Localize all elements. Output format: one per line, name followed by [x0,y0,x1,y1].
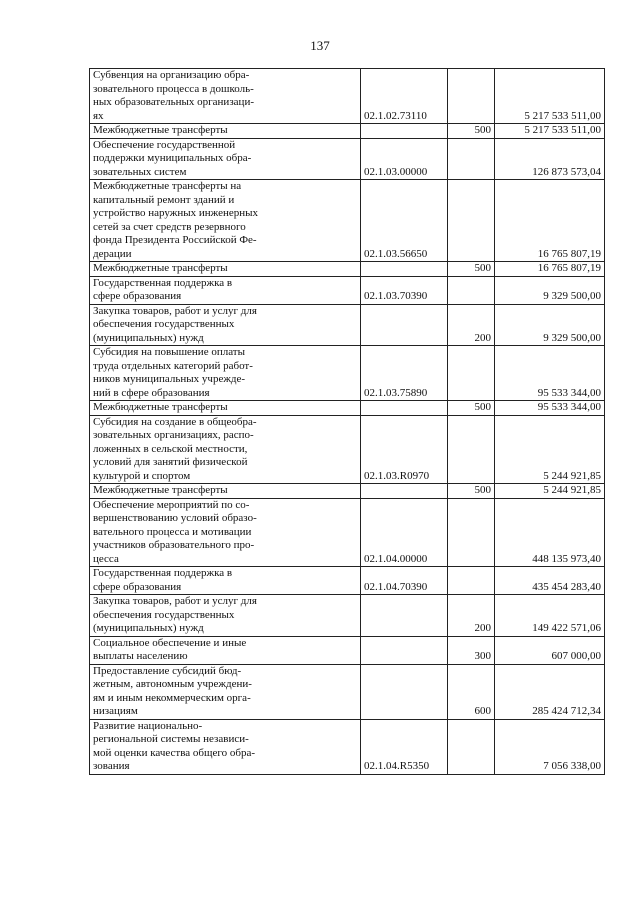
expense-type-cell: 500 [448,401,495,416]
expense-type-cell [448,138,495,180]
expense-type-cell: 500 [448,124,495,139]
item-name-cell: Социальное обеспечение и иные выплаты населению [90,636,361,664]
amount-cell: 95 533 344,00 [495,401,605,416]
target-code-cell: 02.1.03.00000 [361,138,448,180]
amount-cell: 126 873 573,04 [495,138,605,180]
target-code-cell: 02.1.04.R5350 [361,719,448,774]
item-name-cell: Развитие национально- региональной системы независи- мой оценки качества общего обра- зования [90,719,361,774]
target-code-cell: 02.1.04.00000 [361,498,448,567]
amount-cell: 9 329 500,00 [495,304,605,346]
amount-cell: 95 533 344,00 [495,346,605,401]
table-row [90,138,605,180]
table-row [90,346,605,401]
target-code-cell [361,262,448,277]
target-code-cell: 02.1.03.56650 [361,180,448,262]
amount-cell: 149 422 571,06 [495,595,605,637]
expense-type-cell: 200 [448,304,495,346]
expense-type-cell [448,415,495,484]
table-row [90,262,605,277]
amount-cell: 607 000,00 [495,636,605,664]
amount-cell: 448 135 973,40 [495,498,605,567]
expense-type-cell [448,276,495,304]
table-row [90,636,605,664]
amount-cell: 5 217 533 511,00 [495,124,605,139]
table-row [90,304,605,346]
budget-table [89,68,605,775]
table-row [90,498,605,567]
item-name-cell: Межбюджетные трансферты [90,484,361,499]
expense-type-cell: 500 [448,484,495,499]
table-row [90,664,605,719]
target-code-cell: 02.1.03.R0970 [361,415,448,484]
amount-cell: 16 765 807,19 [495,180,605,262]
budget-table-body [90,69,605,775]
page-number: 137 [310,38,330,53]
amount-cell: 16 765 807,19 [495,262,605,277]
target-code-cell: 02.1.02.73110 [361,69,448,124]
target-code-cell [361,484,448,499]
item-name-cell: Закупка товаров, работ и услуг для обеспечения государственных (муниципальных) нужд [90,304,361,346]
target-code-cell [361,124,448,139]
table-row [90,401,605,416]
item-name-cell: Межбюджетные трансферты [90,401,361,416]
table-row [90,415,605,484]
target-code-cell: 02.1.03.70390 [361,276,448,304]
table-row [90,124,605,139]
table-row [90,180,605,262]
expense-type-cell [448,498,495,567]
item-name-cell: Закупка товаров, работ и услуг для обеспечения государственных (муниципальных) нужд [90,595,361,637]
item-name-cell: Субсидия на создание в общеобра- зовательных организациях, распо- ложенных в сельской местности, условий для занятий физической культурой и спортом [90,415,361,484]
target-code-cell [361,636,448,664]
table-row [90,567,605,595]
amount-cell: 435 454 283,40 [495,567,605,595]
target-code-cell: 02.1.03.75890 [361,346,448,401]
expense-type-cell: 200 [448,595,495,637]
amount-cell: 9 329 500,00 [495,276,605,304]
expense-type-cell [448,719,495,774]
expense-type-cell: 300 [448,636,495,664]
item-name-cell: Межбюджетные трансферты на капитальный ремонт зданий и устройство наружных инженерных сетей за счет средств резервного фонда Президента Российской Фе- дерации [90,180,361,262]
item-name-cell: Обеспечение мероприятий по со- вершенствованию условий образо- вательного процесса и мотивации участников образовательного про- цесса [90,498,361,567]
amount-cell: 285 424 712,34 [495,664,605,719]
item-name-cell: Межбюджетные трансферты [90,262,361,277]
expense-type-cell [448,567,495,595]
item-name-cell: Субвенция на организацию обра- зовательного процесса в дошколь- ных образовательных организаци- ях [90,69,361,124]
item-name-cell: Обеспечение государственной поддержки муниципальных обра- зовательных систем [90,138,361,180]
amount-cell: 5 217 533 511,00 [495,69,605,124]
table-row [90,276,605,304]
item-name-cell: Государственная поддержка в сфере образования [90,276,361,304]
item-name-cell: Межбюджетные трансферты [90,124,361,139]
amount-cell: 5 244 921,85 [495,484,605,499]
target-code-cell [361,664,448,719]
table-row [90,484,605,499]
item-name-cell: Предоставление субсидий бюд- жетным, автономным учреждени- ям и иным некоммерческим орга- низациям [90,664,361,719]
target-code-cell [361,595,448,637]
amount-cell: 5 244 921,85 [495,415,605,484]
table-row [90,595,605,637]
target-code-cell [361,401,448,416]
expense-type-cell [448,69,495,124]
expense-type-cell [448,180,495,262]
expense-type-cell: 600 [448,664,495,719]
amount-cell: 7 056 338,00 [495,719,605,774]
item-name-cell: Государственная поддержка в сфере образования [90,567,361,595]
expense-type-cell: 500 [448,262,495,277]
table-row [90,69,605,124]
expense-type-cell [448,346,495,401]
target-code-cell: 02.1.04.70390 [361,567,448,595]
table-row [90,719,605,774]
target-code-cell [361,304,448,346]
item-name-cell: Субсидия на повышение оплаты труда отдельных категорий работ- ников муниципальных учрежде- ний в сфере образования [90,346,361,401]
